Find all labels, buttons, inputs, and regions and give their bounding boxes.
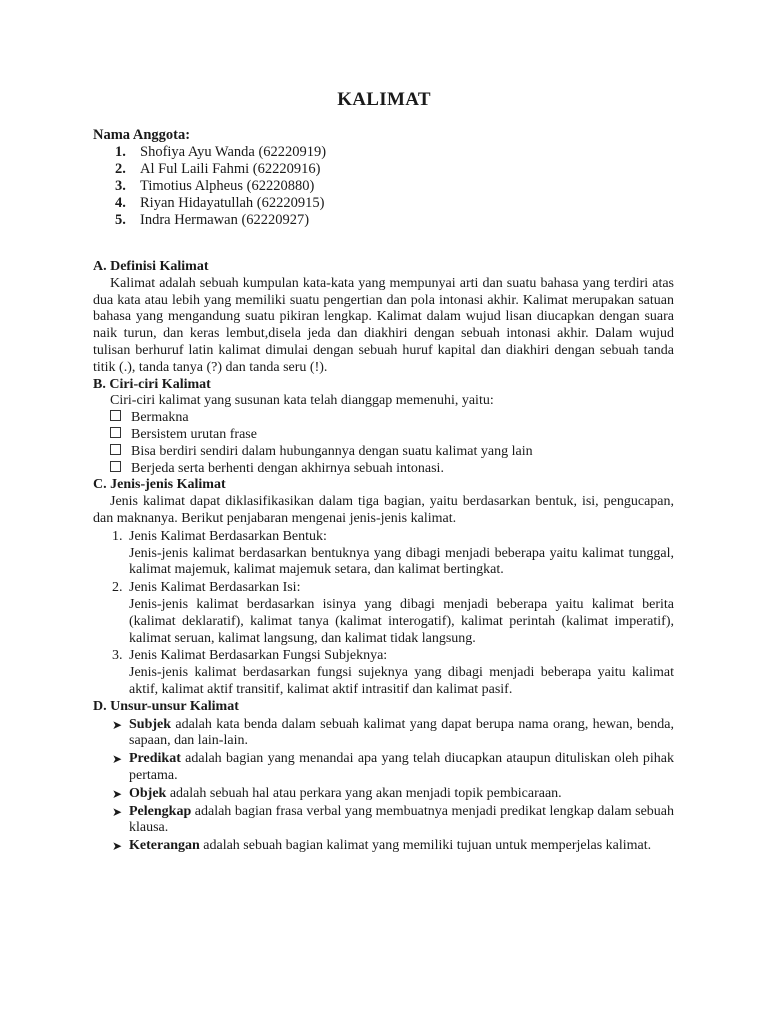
list-item-desc: Jenis-jenis kalimat berdasarkan isinya yang dibagi menjadi beberapa yaitu kalimat berita (kalimat deklaratif), kalimat tanya (kalimat interogatif), kalimat perintah (kalimat imperatif), kalimat seruan, kalimat langsung, dan kalimat tidak langsung.: [129, 596, 674, 646]
list-item: [93, 804, 674, 838]
list-item: [93, 786, 674, 803]
term-desc: adalah sebuah hal atau perkara yang akan menjadi topik pembicaraan.: [166, 785, 562, 801]
checkbox-icon: [110, 427, 121, 438]
member-number: 5.: [115, 212, 126, 228]
list-item-desc: Jenis-jenis kalimat berdasarkan fungsi sujeknya yang dibagi menjadi beberapa yaitu kalimat aktif, kalimat aktif transitif, kalimat aktif intrasitif dan kalimat pasif.: [129, 665, 674, 697]
list-item: [93, 580, 674, 647]
list-item-title: Jenis Kalimat Berdasarkan Fungsi Subjeknya:: [129, 648, 388, 664]
section-c-title: C. Jenis-jenis Kalimat: [93, 477, 226, 493]
list-item-title: Jenis Kalimat Berdasarkan Isi:: [129, 580, 301, 596]
member-item: [115, 161, 320, 178]
term: Objek: [129, 785, 167, 801]
list-item-title: Jenis Kalimat Berdasarkan Bentuk:: [129, 528, 327, 544]
arrow-bullet-icon: ➤: [112, 752, 123, 767]
arrow-bullet-icon: ➤: [112, 786, 123, 801]
term: Pelengkap: [129, 803, 192, 819]
term: Subjek: [129, 716, 172, 732]
list-item: [93, 529, 674, 579]
member-item: [115, 212, 309, 229]
checkbox-icon: [110, 444, 121, 455]
list-item: Berjeda serta berhenti dengan akhirnya sebuah intonasi.: [93, 461, 674, 478]
term-desc: adalah bagian frasa verbal yang membuatnya menjadi predikat lengkap dalam sebuah klausa.: [129, 803, 674, 836]
member-item: [115, 195, 324, 212]
section-b-title: B. Ciri-ciri Kalimat: [93, 376, 211, 392]
term-desc: adalah bagian yang menandai apa yang telah diucapkan ataupun dituliskan oleh pihak pertama.: [129, 751, 674, 783]
member-name: Timotius Alpheus (62220880): [140, 178, 315, 194]
list-item: [93, 838, 674, 855]
member-name: Al Ful Laili Fahmi (62220916): [140, 161, 321, 177]
list-item: Bermakna: [93, 410, 674, 427]
characteristics-list: [93, 410, 674, 477]
member-number: 4.: [115, 195, 126, 211]
sentence-types-list: [93, 529, 674, 699]
member-number: 1.: [115, 144, 126, 160]
sentence-elements-list: [93, 717, 674, 855]
section-a-title: A. Definisi Kalimat: [93, 259, 209, 274]
list-number: 2.: [112, 580, 123, 596]
member-number: 2.: [115, 161, 126, 177]
list-number: 3.: [112, 648, 123, 664]
arrow-bullet-icon: ➤: [112, 839, 123, 854]
section-a-body: Kalimat adalah sebuah kumpulan kata-kata yang mempunyai arti dan suatu bahasa yang terdiri atas dua kata atau lebih yang memiliki suatu pengertian dan pola intonasi akhir. Kalimat merupakan satuan bahasa yang mengandung suatu pikiran lengkap. Kalimat dalam wujud lisan diucapkan dengan suara naik turun, dan keras lembut,disela jeda dan diakhiri dengan sebuah intonasi akhir. Dalam wujud tulisan berhuruf latin kalimat dimulai dengan sebuah huruf kapital dan diakhiri dengan sebuah tanda titik (.), tanda tanya (?) dan tanda seru (!).: [93, 275, 674, 375]
member-name: Shofiya Ayu Wanda (62220919): [140, 144, 327, 160]
section-d-title: D. Unsur-unsur Kalimat: [93, 698, 239, 714]
document-body: [93, 259, 674, 855]
list-item: Bisa berdiri sendiri dalam hubungannya dengan suatu kalimat yang lain: [93, 444, 674, 461]
member-number: 3.: [115, 178, 126, 194]
arrow-bullet-icon: ➤: [112, 804, 123, 819]
term: Predikat: [129, 751, 181, 767]
list-number: 1.: [112, 528, 123, 544]
list-item: [93, 717, 674, 751]
member-item: [115, 178, 314, 195]
member-name: Indra Hermawan (62220927): [140, 212, 310, 228]
member-item: [115, 144, 326, 161]
term-desc: adalah sebuah bagian kalimat yang memiliki tujuan untuk memperjelas kalimat.: [199, 838, 652, 854]
list-item: [93, 648, 674, 698]
section-b-intro: Ciri-ciri kalimat yang susunan kata telah dianggap memenuhi, yaitu:: [110, 393, 494, 409]
term-desc: adalah kata benda dalam sebuah kalimat yang dapat berupa nama orang, hewan, benda, sapaan, dan lain-lain.: [129, 716, 674, 749]
member-name: Riyan Hidayatullah (62220915): [140, 195, 325, 211]
members-heading: Nama Anggota:: [93, 127, 191, 143]
list-item: [93, 751, 674, 785]
document-title: KALIMAT: [337, 89, 431, 110]
section-c-intro: Jenis kalimat dapat diklasifikasikan dalam tiga bagian, yaitu berdasarkan bentuk, isi, pengucapan, dan maknanya. Berikut penjabaran mengenai jenis-jenis kalimat.: [93, 494, 674, 526]
checkbox-icon: [110, 461, 121, 472]
term: Keterangan: [129, 838, 200, 854]
arrow-bullet-icon: ➤: [112, 717, 123, 732]
list-item-desc: Jenis-jenis kalimat berdasarkan bentuknya yang dibagi menjadi beberapa yaitu kalimat tunggal, kalimat majemuk, kalimat majemuk setara, dan kalimat bertingkat.: [129, 545, 674, 578]
checkbox-icon: [110, 410, 121, 421]
list-item: Bersistem urutan frase: [93, 427, 674, 444]
